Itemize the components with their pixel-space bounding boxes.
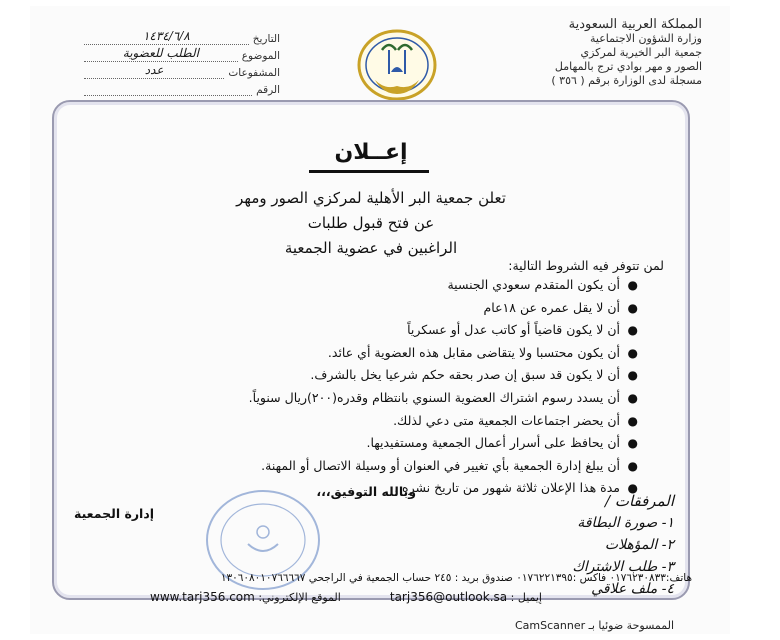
society-location: الصور و مهر بوادي ترج بالمهامل [554, 60, 702, 73]
condition-text: أن لا يكون قد سبق إن صدر بحقه حكم شرعيا يخل بالشرف. [310, 367, 620, 383]
subject-label: الموضوع [241, 50, 280, 62]
title-underline [309, 170, 429, 173]
ministry-name: وزارة الشؤون الاجتماعية [590, 32, 702, 45]
attachment-item: ١- صورة البطاقة [577, 515, 674, 531]
intro-line: تعلن جمعية البر الأهلية لمركزي الصور ومهر [236, 189, 506, 207]
bullet-icon: ● [627, 481, 638, 496]
society-name: جمعية البر الخيرية لمركزي [580, 46, 702, 59]
closing-phrase: وبالله التوفيق،،، [316, 484, 416, 499]
condition-item [118, 319, 638, 342]
society-logo [355, 28, 439, 102]
conditions-list [118, 274, 638, 500]
subject-value: الطلب للعضوية [84, 46, 238, 62]
bullet-icon: ● [627, 458, 638, 473]
condition-text: أن يبلغ إدارة الجمعية بأي تغيير في العنوان أو وسيلة الاتصال أو المهنة. [261, 457, 620, 473]
date-label: التاريخ [252, 33, 280, 45]
attachment-item: ٢- المؤهلات [604, 537, 674, 553]
bullet-icon: ● [627, 300, 638, 315]
enclosures-label: المشفوعات [228, 67, 280, 79]
intro-line: الراغبين في عضوية الجمعية [284, 239, 458, 257]
condition-item [118, 432, 638, 455]
condition-text: أن يسدد رسوم اشتراك العضوية السنوي بانتظام وقدره(٢٠٠)ريال سنوياً. [248, 389, 620, 405]
website-label: الموقع الإلكتروني: [258, 591, 341, 604]
announcement-intro [54, 186, 688, 261]
condition-text: مدة هذا الإعلان ثلاثة شهور من تاريخ نشره . [394, 480, 620, 496]
bullet-icon: ● [627, 436, 638, 451]
condition-text: أن يكون المتقدم سعودي الجنسية [447, 277, 620, 292]
bullet-icon: ● [627, 390, 638, 405]
condition-text: أن يكون محتسبا ولا يتقاضى مقابل هذه العضوية أي عائد. [327, 344, 620, 360]
condition-item [118, 342, 638, 365]
number-label: الرقم [256, 84, 280, 96]
condition-item [118, 274, 638, 297]
date-value: ١٤٣٤/٦/٨ [84, 29, 249, 45]
announcement-frame [52, 100, 690, 600]
footer-contact-line: هاتف:٠١٧٦٢٣٠٨٣٣ فاكس :٠١٧٦٢٢١٣٩٥ صندوق بريد : ٢٤٥ حساب الجمعية في الراجحي ١٣٠٦٠٨٠١٠٧٦٦٦٦٧ [220, 572, 692, 584]
scanner-watermark: الممسوحة ضوئيا بـ CamScanner [515, 619, 675, 632]
reference-attachments-row [80, 62, 280, 79]
kingdom-name: المملكة العربية السعودية [568, 17, 702, 32]
email-label: إيميل : [510, 591, 542, 604]
email-link[interactable]: tarj356@outlook.sa [389, 590, 508, 604]
bullet-icon: ● [627, 323, 638, 338]
bullet-icon: ● [627, 345, 638, 360]
conditions-heading: لمن تتوفر فيه الشروط التالية: [508, 258, 664, 273]
condition-item [118, 410, 638, 433]
attachments-heading: المرفقات / [605, 492, 674, 510]
condition-item [118, 364, 638, 387]
bullet-icon: ● [627, 368, 638, 383]
condition-text: أن يحضر اجتماعات الجمعية متى دعي لذلك. [393, 412, 620, 428]
condition-item [118, 455, 638, 478]
reference-number-row [80, 79, 280, 96]
condition-item [118, 387, 638, 410]
enclosures-value: عدد [84, 63, 224, 79]
reference-subject-row [80, 45, 280, 62]
condition-item [118, 297, 638, 320]
bullet-icon: ● [627, 278, 638, 292]
reference-date-row [80, 28, 280, 45]
condition-text: أن يحافظ على أسرار أعمال الجمعية ومستفيديها. [366, 435, 620, 451]
intro-line: عن فتح قبول طلبات [307, 214, 435, 232]
reference-block [80, 28, 280, 96]
management-signature: إدارة الجمعية [74, 506, 155, 521]
condition-text: أن لا يقل عمره عن ١٨عام [483, 299, 620, 315]
registration-number: مسجلة لدى الوزارة برقم ( ٣٥٦ ) [551, 74, 702, 87]
email-group [390, 590, 542, 604]
bullet-icon: ● [627, 413, 638, 428]
attachment-item: ٤- ملف علاقي [591, 581, 674, 597]
number-value [84, 80, 252, 96]
organization-header [462, 18, 702, 88]
website-group [150, 590, 341, 604]
footer-web-line [150, 590, 542, 604]
website-link[interactable]: www.tarj356.com [150, 590, 255, 604]
announcement-title: إعــلان [334, 140, 408, 165]
attachment-item: ٣- طلب الاشتراك [572, 559, 674, 575]
condition-text: أن لا يكون قاضياً أو كاتب عدل أو عسكرياً [407, 322, 620, 338]
